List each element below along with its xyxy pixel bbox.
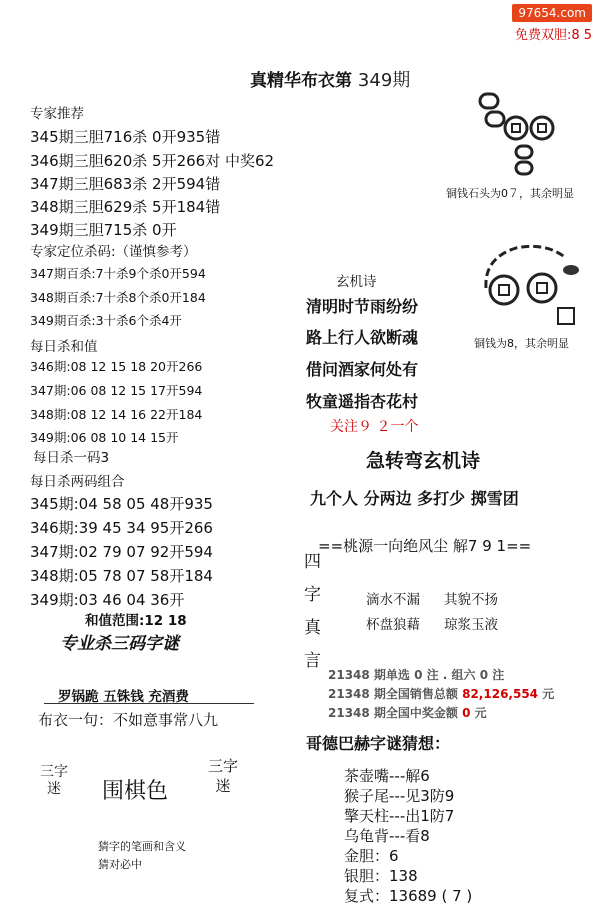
expert-line: 347期三胆683杀 2开594错 xyxy=(30,175,221,193)
gd-line: 金胆：6 xyxy=(344,847,399,865)
gd-line: 复式：13689 ( 7 ) xyxy=(344,887,473,905)
page-title xyxy=(250,66,410,92)
sum-line: 346期:08 12 15 18 20开266 xyxy=(30,359,203,374)
idiom: 杯盘狼藉 xyxy=(366,617,420,633)
expert-line: 349期三胆715杀 0开 xyxy=(30,221,177,239)
taoyuan-line: ==桃源一向绝风尘 解7 9 1== xyxy=(318,537,532,555)
gd-line: 银胆：138 xyxy=(344,867,418,885)
four-char: 言 xyxy=(304,651,321,671)
position-line: 347期百杀:7十杀9个杀0开594 xyxy=(30,266,206,281)
attention-note: 关注９ ２一个 xyxy=(330,419,419,435)
turn-title: 急转弯玄机诗 xyxy=(366,450,481,472)
title-issue: 349期 xyxy=(357,70,411,91)
poem-line: 清明时节雨纷纷 xyxy=(306,297,419,316)
divider xyxy=(44,703,254,704)
two-line: 348期:05 78 07 58开184 xyxy=(30,567,213,585)
gd-line: 猴子尾---见3防9 xyxy=(344,787,455,805)
two-line: 349期:03 46 04 36开 xyxy=(30,591,185,609)
stat-line xyxy=(328,666,504,683)
riddle-title: 专业杀三码字谜 xyxy=(60,634,179,654)
three-riddle-label: 三字迷 xyxy=(208,757,239,795)
sum-line: 348期:08 12 14 16 22开184 xyxy=(30,407,203,422)
four-char: 真 xyxy=(304,618,321,638)
expert-line: 346期三胆620杀 5开266对 中奖62 xyxy=(30,152,275,170)
poem-line: 路上行人欲断魂 xyxy=(306,328,419,347)
stat-text: 21348 期全国中奖金额 xyxy=(328,706,463,720)
sum-title: 每日杀和值 xyxy=(30,339,98,355)
four-char-label xyxy=(304,552,321,684)
two-line: 347期:02 79 07 92开594 xyxy=(30,543,213,561)
stat-unit: 元 xyxy=(470,706,487,720)
stat-text: 21348 期单选 0 注 . 组六 0 注 xyxy=(328,668,505,682)
four-char: 字 xyxy=(304,585,321,605)
turn-line: 九个人 分两边 多打少 掷雪团 xyxy=(310,489,519,508)
hint-text: 猜对必中 xyxy=(98,858,142,871)
stat-unit: 元 xyxy=(538,687,555,701)
title-text: 真精华布衣第 xyxy=(250,71,352,91)
expert-line: 345期三胆716杀 0开935错 xyxy=(30,128,221,146)
site-badge[interactable]: 97654.com xyxy=(512,4,592,22)
free-pick: 免费双胆:8 5 xyxy=(514,28,592,43)
position-title: 专家定位杀码:（谨慎参考） xyxy=(30,244,197,260)
poem-title: 玄机诗 xyxy=(336,274,377,290)
coin-stone-icon xyxy=(472,90,572,184)
gd-line: 擎天柱---出1防7 xyxy=(344,807,455,825)
stat-number: 0 xyxy=(462,706,471,720)
position-line: 349期百杀:3十杀6个杀4开 xyxy=(30,313,182,328)
buyi-line: 布衣一句：不如意事常八九 xyxy=(38,711,219,729)
riddle-line: 罗锅跪 五铢钱 充酒费 xyxy=(58,689,189,705)
sum-range: 和值范围:12 18 xyxy=(85,613,187,629)
poem-line: 借问酒家何处有 xyxy=(306,360,419,379)
stat-line xyxy=(328,685,554,702)
stat-text: 21348 期全国销售总额 xyxy=(328,687,463,701)
three-riddle-label: 三字迷 xyxy=(40,764,68,797)
expert-line: 348期三胆629杀 5开184错 xyxy=(30,198,221,216)
stat-line xyxy=(328,704,487,721)
gd-title: 哥德巴赫字谜猜想： xyxy=(306,734,451,753)
gd-line: 乌龟背---看8 xyxy=(344,827,430,845)
two-line: 345期:04 58 05 48开935 xyxy=(30,495,213,513)
sum-line: 349期:06 08 10 14 15开 xyxy=(30,430,179,445)
coin-caption: 铜钱为8，其余明显 xyxy=(474,337,569,350)
poem-line: 牧童遥指杏花村 xyxy=(306,392,419,411)
idiom: 其貌不扬 xyxy=(444,592,498,608)
two-line: 346期:39 45 34 95开266 xyxy=(30,519,213,537)
idiom: 琼浆玉液 xyxy=(444,617,498,633)
hint-text: 猜字的笔画和含义 xyxy=(98,840,186,853)
four-char: 四 xyxy=(304,552,321,572)
gd-line: 茶壶嘴---解6 xyxy=(344,767,430,785)
one-kill: 每日杀一码3 xyxy=(33,450,110,466)
stat-number: 82,126,554 xyxy=(462,687,539,701)
coin-caption: 铜钱石头为0７，其余明显 xyxy=(446,187,574,200)
expert-title: 专家推荐 xyxy=(30,106,84,122)
two-title: 每日杀两码组合 xyxy=(30,474,125,490)
idiom: 滴水不漏 xyxy=(366,592,420,608)
weiqi-riddle: 围棋色 xyxy=(102,779,169,804)
sum-line: 347期:06 08 12 15 17开594 xyxy=(30,383,203,398)
coin-string-icon xyxy=(476,238,586,334)
position-line: 348期百杀:7十杀8个杀0开184 xyxy=(30,290,206,305)
